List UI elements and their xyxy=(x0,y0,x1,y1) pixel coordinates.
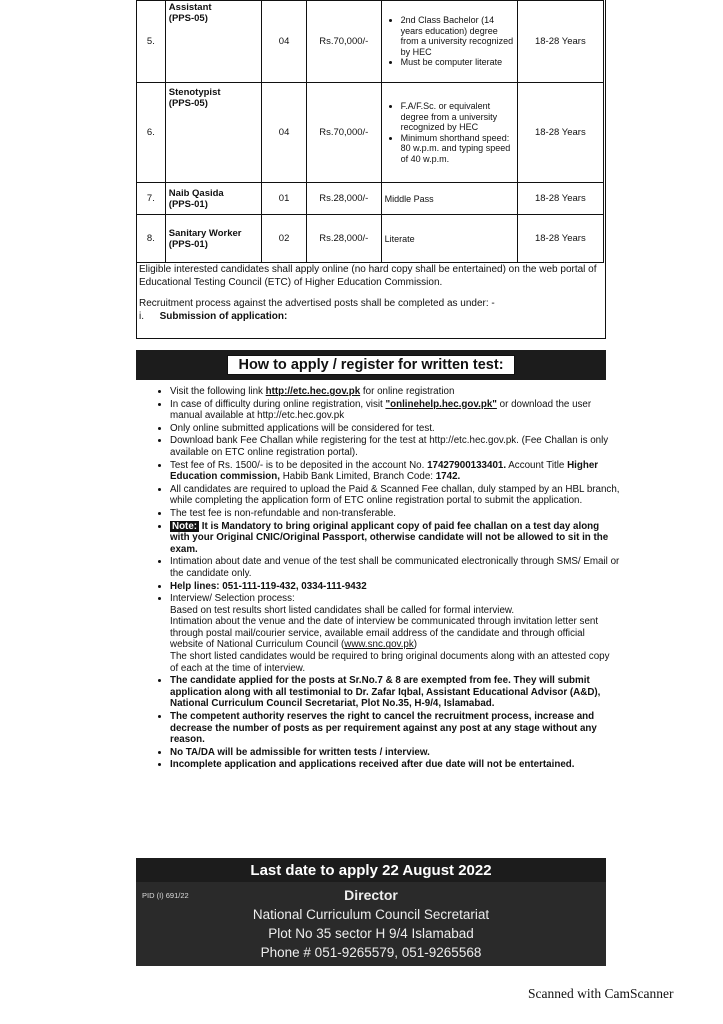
post-cell xyxy=(165,83,261,183)
table-row xyxy=(137,183,604,215)
how-to-apply-banner xyxy=(136,350,606,380)
item-label: Submission of application: xyxy=(159,311,288,322)
posts-cell: 02 xyxy=(262,215,307,263)
note-text: It is Mandatory to bring original applicant copy of paid fee challan on a test day along with your Original CNIC/Original Passport, otherwise candidate will not be allowed to sit in the exam. xyxy=(170,520,609,555)
post-name: Naib Qasida xyxy=(168,187,224,199)
text: ) xyxy=(413,639,418,651)
submission-heading xyxy=(139,310,601,323)
qualification-item: • F.A/F.Sc. or equivalent degree from a university recognized by HEC xyxy=(401,101,514,133)
text: Visit the following link xyxy=(170,386,266,397)
interview-text xyxy=(170,616,620,651)
text: Intimation about the venue and the date of interview be communicated through invitation letter sent through postal mail/courier service, available email address of the candidate and through official website of National Curriculum Council ( xyxy=(170,616,599,651)
footer-phone: Phone # 051-9265579, 051-9265568 xyxy=(260,945,482,960)
list-item xyxy=(170,386,620,398)
list-item: • Incomplete application and applications received after due date will not be entertained. xyxy=(170,759,620,771)
post-scale: (PPS-05) xyxy=(168,13,208,24)
table-row xyxy=(137,83,604,183)
note-tag: Note: xyxy=(172,520,198,532)
etc-link[interactable]: http://etc.hec.gov.pk xyxy=(265,386,361,397)
post-cell xyxy=(165,183,261,215)
post-name: Assistant xyxy=(168,2,212,13)
footer-title: Director xyxy=(344,887,398,903)
sr-cell: 5. xyxy=(137,1,166,83)
sr-cell: 6. xyxy=(137,83,166,183)
deadline-banner: Last date to apply 22 August 2022 xyxy=(136,858,606,882)
posts-cell: 01 xyxy=(262,183,307,215)
text: Account Title xyxy=(506,459,568,471)
instructions-list xyxy=(150,386,620,772)
list-item: • All candidates are required to upload the Paid & Scanned Fee challan, duly stamped by an HBL branch, while completing the application form of ETC online registration portal to submit the application. xyxy=(170,484,620,507)
qualification-cell: Middle Pass xyxy=(381,183,517,215)
eligibility-text: Eligible interested candidates shall apply online (no hard copy shall be entertained) on the web portal of Educational Testing Council (ETC) of Higher Education Commission. xyxy=(139,264,597,288)
footer-address: Plot No 35 sector H 9/4 Islamabad xyxy=(268,926,474,941)
pay-cell: Rs.70,000/- xyxy=(306,83,381,183)
list-item: • The test fee is non-refundable and non-transferable. xyxy=(170,508,620,520)
footer-org: National Curriculum Council Secretariat xyxy=(252,907,490,922)
qualification-cell xyxy=(381,1,517,83)
qualification-cell xyxy=(381,83,517,183)
post-name: Stenotypist xyxy=(168,87,221,98)
text: Habib Bank Limited, Branch Code: xyxy=(279,471,436,483)
pay-cell: Rs.28,000/- xyxy=(306,215,381,263)
interview-text: The short listed candidates would be required to bring original documents along with an attested copy of each at the time of interview. xyxy=(170,651,610,674)
table-row xyxy=(137,215,604,263)
list-item xyxy=(170,460,620,483)
post-cell xyxy=(165,1,261,83)
post-scale: (PPS-01) xyxy=(168,198,208,210)
qualification-item: • Must be computer literate xyxy=(401,57,514,68)
post-scale: (PPS-05) xyxy=(168,98,208,109)
sr-cell: 8. xyxy=(137,215,166,263)
account-title: Higher Education commission, xyxy=(170,459,599,483)
process-text: Recruitment process against the advertised posts shall be completed as under: - xyxy=(139,298,495,309)
list-item: • The competent authority reserves the right to cancel the recruitment process, increase and decrease the number of posts as per requirement against any post at any stage without any reason. xyxy=(170,711,620,746)
list-item xyxy=(170,593,620,674)
scanner-watermark: Scanned with CamScanner xyxy=(528,986,674,1001)
post-scale: (PPS-01) xyxy=(168,238,208,250)
how-to-apply-title: How to apply / register for written test: xyxy=(227,355,514,375)
text: Test fee of Rs. 1500/- is to be deposited in the account No. xyxy=(170,459,428,471)
snc-link[interactable]: www.snc.gov.pk xyxy=(344,639,414,651)
post-name: Sanitary Worker xyxy=(168,227,242,239)
age-cell: 18-28 Years xyxy=(517,1,603,83)
help-link[interactable]: "onlinehelp.hec.gov.pk" xyxy=(385,398,497,410)
jobs-table xyxy=(136,0,604,263)
sr-cell: 7. xyxy=(137,183,166,215)
text: for online registration xyxy=(360,386,455,397)
helpline-label: Help lines: xyxy=(170,580,220,592)
list-item: • Intimation about date and venue of the test shall be communicated electronically through SMS/ Email or the candidate only. xyxy=(170,556,620,579)
posts-cell: 04 xyxy=(262,83,307,183)
text: or download the user manual available at http://etc.hec.gov.pk xyxy=(170,398,592,422)
pay-cell: Rs.70,000/- xyxy=(306,1,381,83)
qualification-cell: Literate xyxy=(381,215,517,263)
list-item: • Download bank Fee Challan while registering for the test at http://etc.hec.gov.pk. (Fee Challan is only available on ETC online registration portal). xyxy=(170,435,620,458)
interview-title: • Interview/ Selection process: xyxy=(170,593,295,605)
age-cell: 18-28 Years xyxy=(517,83,603,183)
helpline-numbers: 051-111-119-432, 0334-111-9432 xyxy=(219,580,367,592)
footer xyxy=(136,882,606,966)
table-row xyxy=(137,1,604,83)
pay-cell: Rs.28,000/- xyxy=(306,183,381,215)
list-item: • No TA/DA will be admissible for written tests / interview. xyxy=(170,747,620,759)
item-number: i. xyxy=(139,311,144,322)
post-cell xyxy=(165,215,261,263)
intro-section xyxy=(139,263,601,323)
list-item xyxy=(170,399,620,422)
pid-code: PID (I) 691/22 xyxy=(142,891,189,900)
posts-cell: 04 xyxy=(262,1,307,83)
interview-text: Based on test results short listed candidates shall be called for formal interview. xyxy=(170,604,515,616)
account-number: 17427900133401. xyxy=(427,459,507,471)
qualification-item: • Minimum shorthand speed: 80 w.p.m. and typing speed of 40 w.p.m. xyxy=(401,133,514,165)
age-cell: 18-28 Years xyxy=(517,215,603,263)
age-cell: 18-28 Years xyxy=(517,183,603,215)
list-item xyxy=(170,521,620,556)
advertisement-page xyxy=(136,0,620,966)
list-item: • Only online submitted applications will be considered for test. xyxy=(170,423,620,435)
branch-code: 1742. xyxy=(435,471,461,483)
text: In case of difficulty during online registration, visit xyxy=(170,398,386,410)
list-item xyxy=(170,581,620,593)
qualification-item: • 2nd Class Bachelor (14 years education) degree from a university recognized by HEC xyxy=(401,15,514,57)
list-item: • The candidate applied for the posts at Sr.No.7 & 8 are exempted from fee. They will submit application along with all testimonial to Dr. Zafar Iqbal, Assistant Educational Advisor (A&D), National Curriculum Council Secretariat, Plot No.35, H-9/4, Islamabad. xyxy=(170,675,620,710)
